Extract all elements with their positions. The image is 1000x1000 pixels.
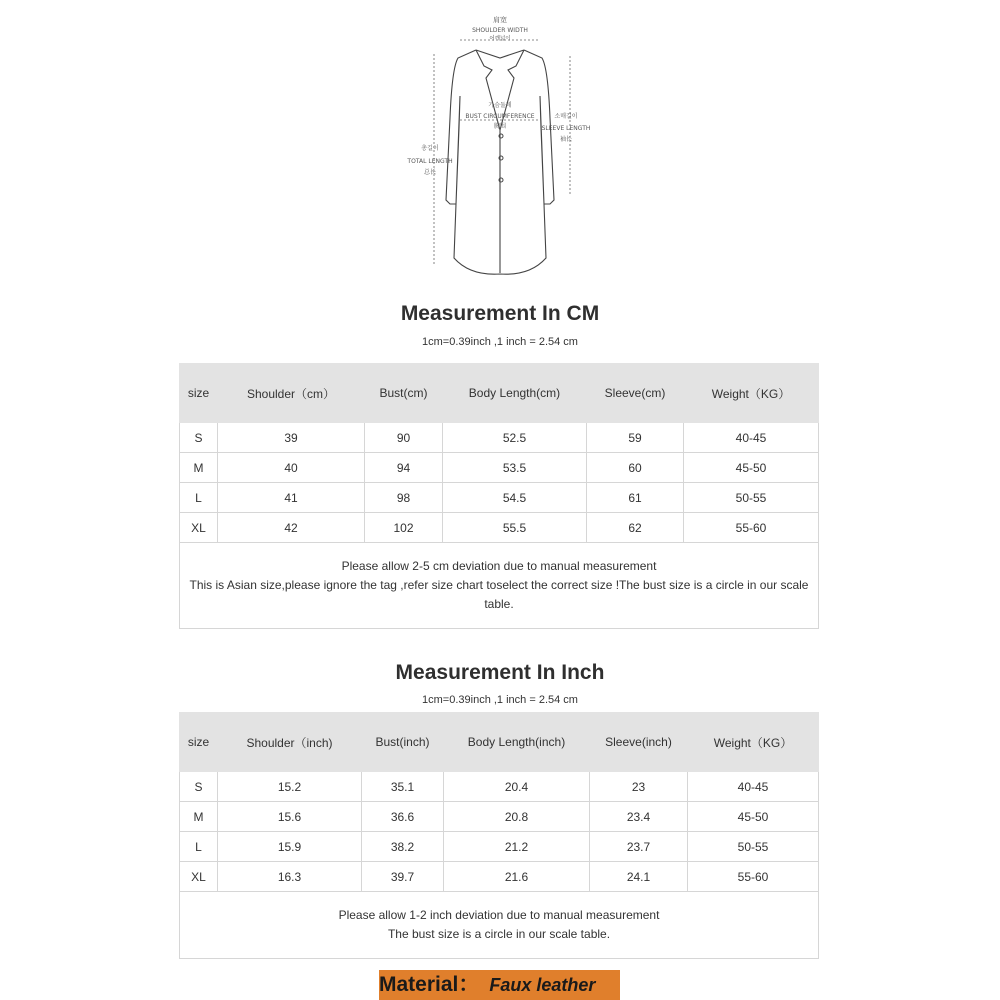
shoulder-label-cn: 肩宽	[493, 16, 507, 24]
cell-bust: 90	[365, 423, 443, 453]
coat-measurement-diagram	[380, 8, 620, 283]
cell-size: M	[180, 453, 218, 483]
cell-bust: 38.2	[362, 832, 444, 862]
cell-shoulder: 42	[218, 513, 365, 543]
cell-bust: 36.6	[362, 802, 444, 832]
cm-conversion-note: 1cm=0.39inch ,1 inch = 2.54 cm	[422, 336, 578, 348]
cell-weight: 50-55	[684, 483, 819, 513]
cell-sleeve: 23.7	[590, 832, 688, 862]
cell-size: L	[180, 832, 218, 862]
cell-sleeve: 61	[587, 483, 684, 513]
cell-size: S	[180, 772, 218, 802]
cm-section-title: Measurement In CM	[400, 302, 600, 325]
bust-label-en: BUST CIRCUMFERENCE	[465, 113, 535, 120]
cell-body-length: 53.5	[443, 453, 587, 483]
cell-size: S	[180, 423, 218, 453]
header-sleeve: Sleeve(cm)	[587, 364, 684, 423]
note-line: This is Asian size,please ignore the tag ,refer size chart toselect the correct size !The bust size is a circle in our scale table.	[189, 578, 809, 611]
total-label-en: TOTAL LENGTH	[407, 158, 453, 165]
cell-shoulder: 15.9	[218, 832, 362, 862]
header-shoulder: Shoulder（inch)	[218, 713, 362, 772]
material-label: Material：	[379, 973, 480, 996]
sleeve-label-kr: 소매길이	[554, 113, 578, 120]
cell-body-length: 54.5	[443, 483, 587, 513]
cell-bust: 102	[365, 513, 443, 543]
coat-outline	[446, 50, 554, 274]
note-line: Please allow 2-5 cm deviation due to manual measurement	[341, 559, 657, 573]
material-banner	[379, 970, 620, 1000]
cell-bust: 39.7	[362, 862, 444, 892]
cell-shoulder: 16.3	[218, 862, 362, 892]
cell-weight: 50-55	[688, 832, 819, 862]
table-row	[180, 483, 819, 513]
inch-size-table	[179, 712, 819, 959]
cell-bust: 35.1	[362, 772, 444, 802]
deviation-note	[180, 892, 819, 959]
coat-sketch	[380, 8, 620, 283]
cell-size: L	[180, 483, 218, 513]
cell-body-length: 55.5	[443, 513, 587, 543]
cell-weight: 45-50	[684, 453, 819, 483]
header-bust: Bust(inch)	[362, 713, 444, 772]
cell-sleeve: 59	[587, 423, 684, 453]
header-body-length: Body Length(cm)	[443, 364, 587, 423]
cell-shoulder: 40	[218, 453, 365, 483]
cell-shoulder: 39	[218, 423, 365, 453]
note-line: The bust size is a circle in our scale table.	[387, 927, 611, 941]
cell-sleeve: 23.4	[590, 802, 688, 832]
cell-body-length: 52.5	[443, 423, 587, 453]
header-size: size	[180, 713, 218, 772]
shoulder-label-en: SHOULDER WIDTH	[472, 27, 528, 34]
sleeve-label-cn: 袖长	[559, 136, 573, 143]
header-body-length: Body Length(inch)	[444, 713, 590, 772]
inch-section-title: Measurement In Inch	[395, 661, 605, 684]
cell-sleeve: 60	[587, 453, 684, 483]
cell-sleeve: 24.1	[590, 862, 688, 892]
cm-size-table	[179, 363, 819, 629]
table-row	[180, 453, 819, 483]
cell-sleeve: 62	[587, 513, 684, 543]
cell-shoulder: 15.2	[218, 772, 362, 802]
cell-bust: 94	[365, 453, 443, 483]
cell-body-length: 21.2	[444, 832, 590, 862]
cell-sleeve: 23	[590, 772, 688, 802]
cell-shoulder: 15.6	[218, 802, 362, 832]
cell-bust: 98	[365, 483, 443, 513]
table-note-row	[180, 892, 819, 959]
material-value: Faux leather	[489, 975, 596, 995]
table-row	[180, 802, 819, 832]
total-label-cn: 总长	[423, 169, 437, 176]
table-row	[180, 423, 819, 453]
header-weight: Weight（KG）	[684, 364, 819, 423]
cell-body-length: 21.6	[444, 862, 590, 892]
cell-shoulder: 41	[218, 483, 365, 513]
deviation-note	[180, 543, 819, 629]
table-row	[180, 513, 819, 543]
header-bust: Bust(cm)	[365, 364, 443, 423]
header-sleeve: Sleeve(inch)	[590, 713, 688, 772]
table-note-row	[180, 543, 819, 629]
bust-label-cn: 胸围	[493, 123, 507, 130]
bust-label-kr: 가슴둘레	[488, 102, 512, 109]
total-label-kr: 총길이	[421, 145, 439, 152]
table-row	[180, 862, 819, 892]
cell-size: M	[180, 802, 218, 832]
table-header-row	[180, 713, 819, 772]
table-header-row	[180, 364, 819, 423]
cell-size: XL	[180, 862, 218, 892]
note-line: Please allow 1-2 inch deviation due to manual measurement	[338, 908, 660, 922]
inch-conversion-note: 1cm=0.39inch ,1 inch = 2.54 cm	[422, 694, 578, 706]
cell-weight: 55-60	[684, 513, 819, 543]
header-shoulder: Shoulder（cm）	[218, 364, 365, 423]
header-size: size	[180, 364, 218, 423]
table-row	[180, 832, 819, 862]
table-row	[180, 772, 819, 802]
cell-weight: 40-45	[688, 772, 819, 802]
header-weight: Weight（KG）	[688, 713, 819, 772]
cell-weight: 40-45	[684, 423, 819, 453]
cell-weight: 45-50	[688, 802, 819, 832]
cell-body-length: 20.8	[444, 802, 590, 832]
cell-size: XL	[180, 513, 218, 543]
shoulder-label-kr: 어깨넓이	[489, 36, 511, 42]
sleeve-label-en: SLEEVE LENGTH	[541, 125, 591, 132]
cell-body-length: 20.4	[444, 772, 590, 802]
cell-weight: 55-60	[688, 862, 819, 892]
